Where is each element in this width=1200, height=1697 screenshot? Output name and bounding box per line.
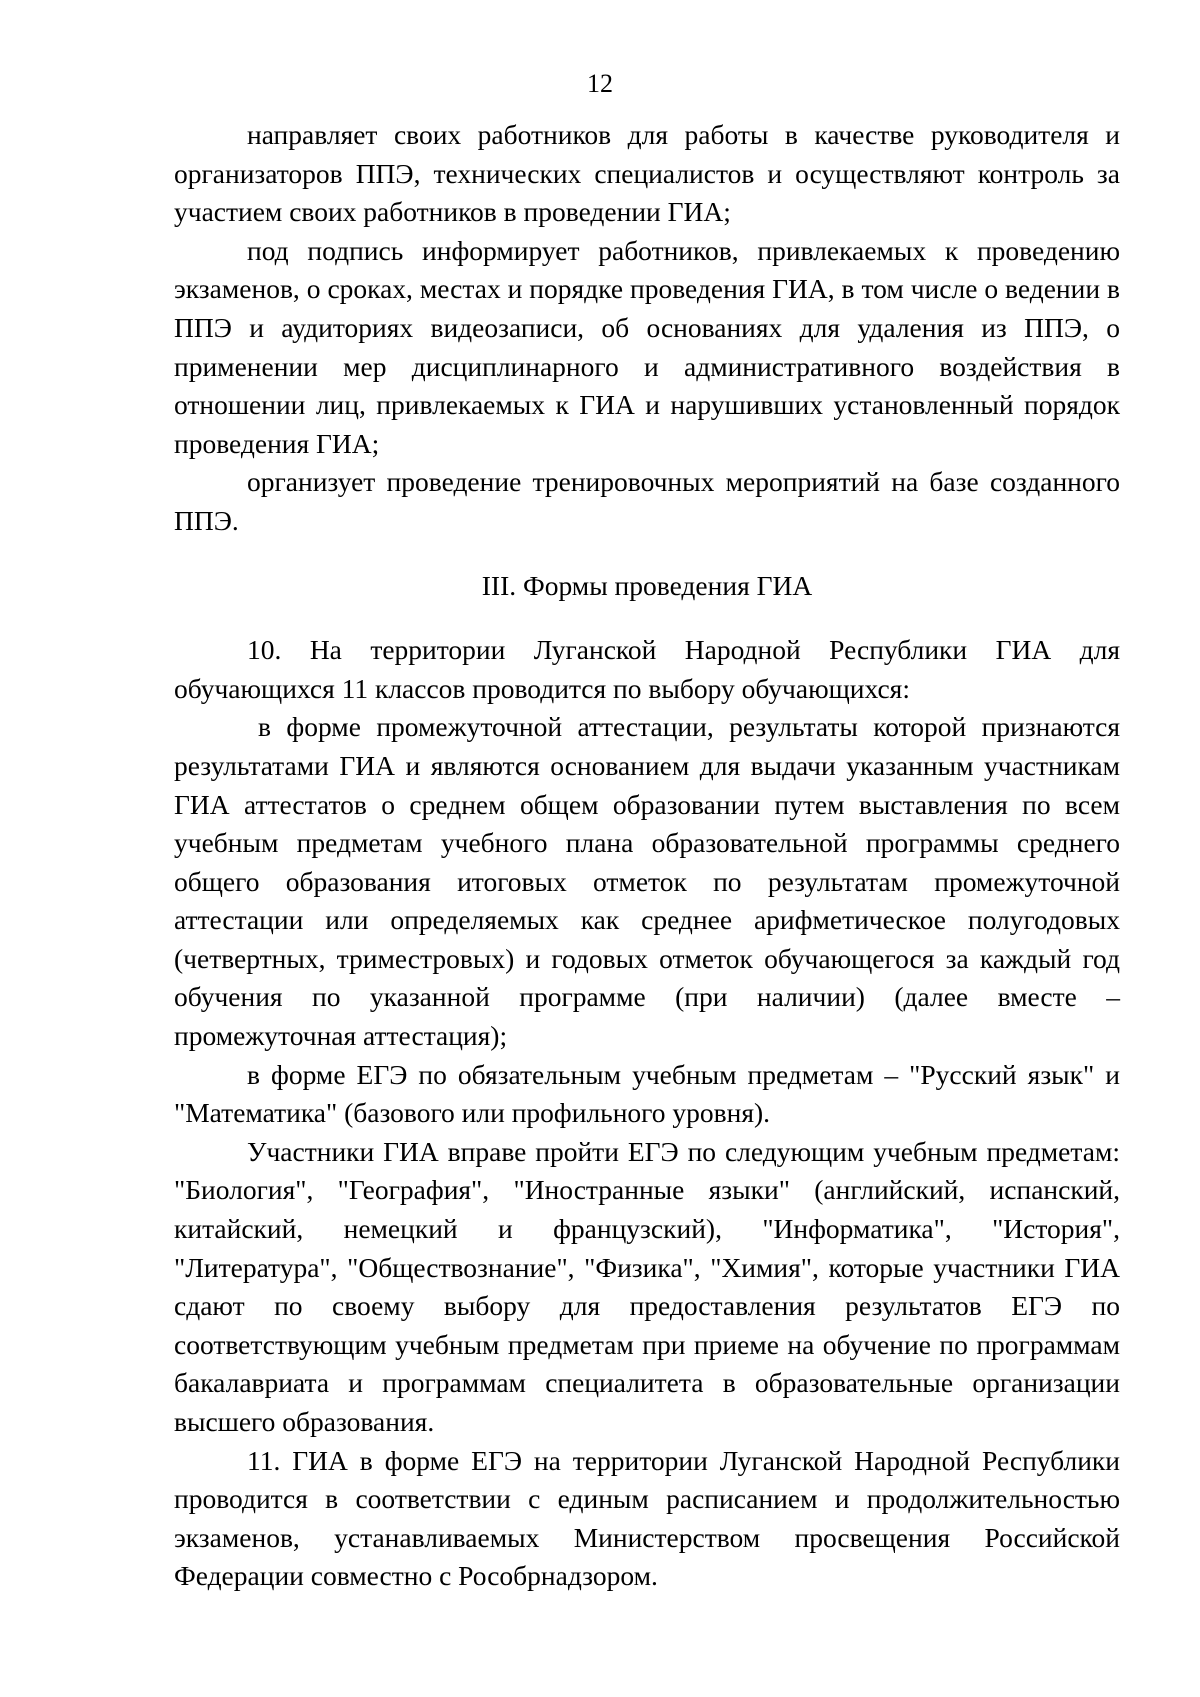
paragraph-intermediate-attestation: в форме промежуточной аттестации, результаты которой признаются результатами ГИА и являются основанием для выдачи указанным участникам ГИА аттестатов о среднем общем образовании путем выставления по всем учебным предметам учебного плана образовательной программы среднего общего образования итоговых отметок по результатам промежуточной аттестации или определяемых как среднее арифметическое полугодовых (четвертных, триместровых) и годовых отметок обучающегося за каждый год обучения по указанной программе (при наличии) (далее вместе – промежуточная аттестация); (174, 711, 1120, 1052)
paragraph-clause-11: 11. ГИА в форме ЕГЭ на территории Луганской Народной Республики проводится в соответствии с единым расписанием и продолжительностью экзаменов, устанавливаемых Министерством просвещения Российской Федерации совместно с Рособрнадзором. (174, 1444, 1120, 1592)
paragraph-staff-assignment: направляет своих работников для работы в качестве руководителя и организаторов ППЭ, технических специалистов и осуществляют контроль за участием своих работников в проведении ГИА; (174, 119, 1120, 228)
paragraph-ege-mandatory: в форме ЕГЭ по обязательным учебным предметам – "Русский язык" и "Математика" (базового или профильного уровня). (174, 1058, 1120, 1129)
page-number: 12 (587, 69, 613, 98)
paragraph-ege-optional-subjects: Участники ГИА вправе пройти ЕГЭ по следующим учебным предметам: "Биология", "География", "Иностранные языки" (английский, испанский, китайский, немецкий и французский), "Информатика", "История", "Литература", "Обществознание", "Физика", "Химия", которые участники ГИА сдают по своему выбору для предоставления результатов ЕГЭ по соответствующим учебным предметам при приеме на обучение по программам бакалавриата и программам специалитета в образовательные организации высшего образования. (174, 1135, 1120, 1437)
section-heading: III. Формы проведения ГИА (481, 569, 813, 601)
paragraph-clause-10: 10. На территории Луганской Народной Республики ГИА для обучающихся 11 классов проводится по выбору обучающихся: (174, 634, 1120, 704)
paragraph-staff-informing: под подпись информирует работников, привлекаемых к проведению экзаменов, о сроках, местах и порядке проведения ГИА, в том числе о ведении в ППЭ и аудиториях видеозаписи, об основаниях для удаления из ППЭ, о применении мер дисциплинарного и административного воздействия в отношении лиц, привлекаемых к ГИА и нарушивших установленный порядок проведения ГИА; (174, 234, 1120, 459)
paragraph-training-events: организует проведение тренировочных мероприятий на базе созданного ППЭ. (174, 466, 1120, 536)
document-body (174, 116, 1120, 1596)
